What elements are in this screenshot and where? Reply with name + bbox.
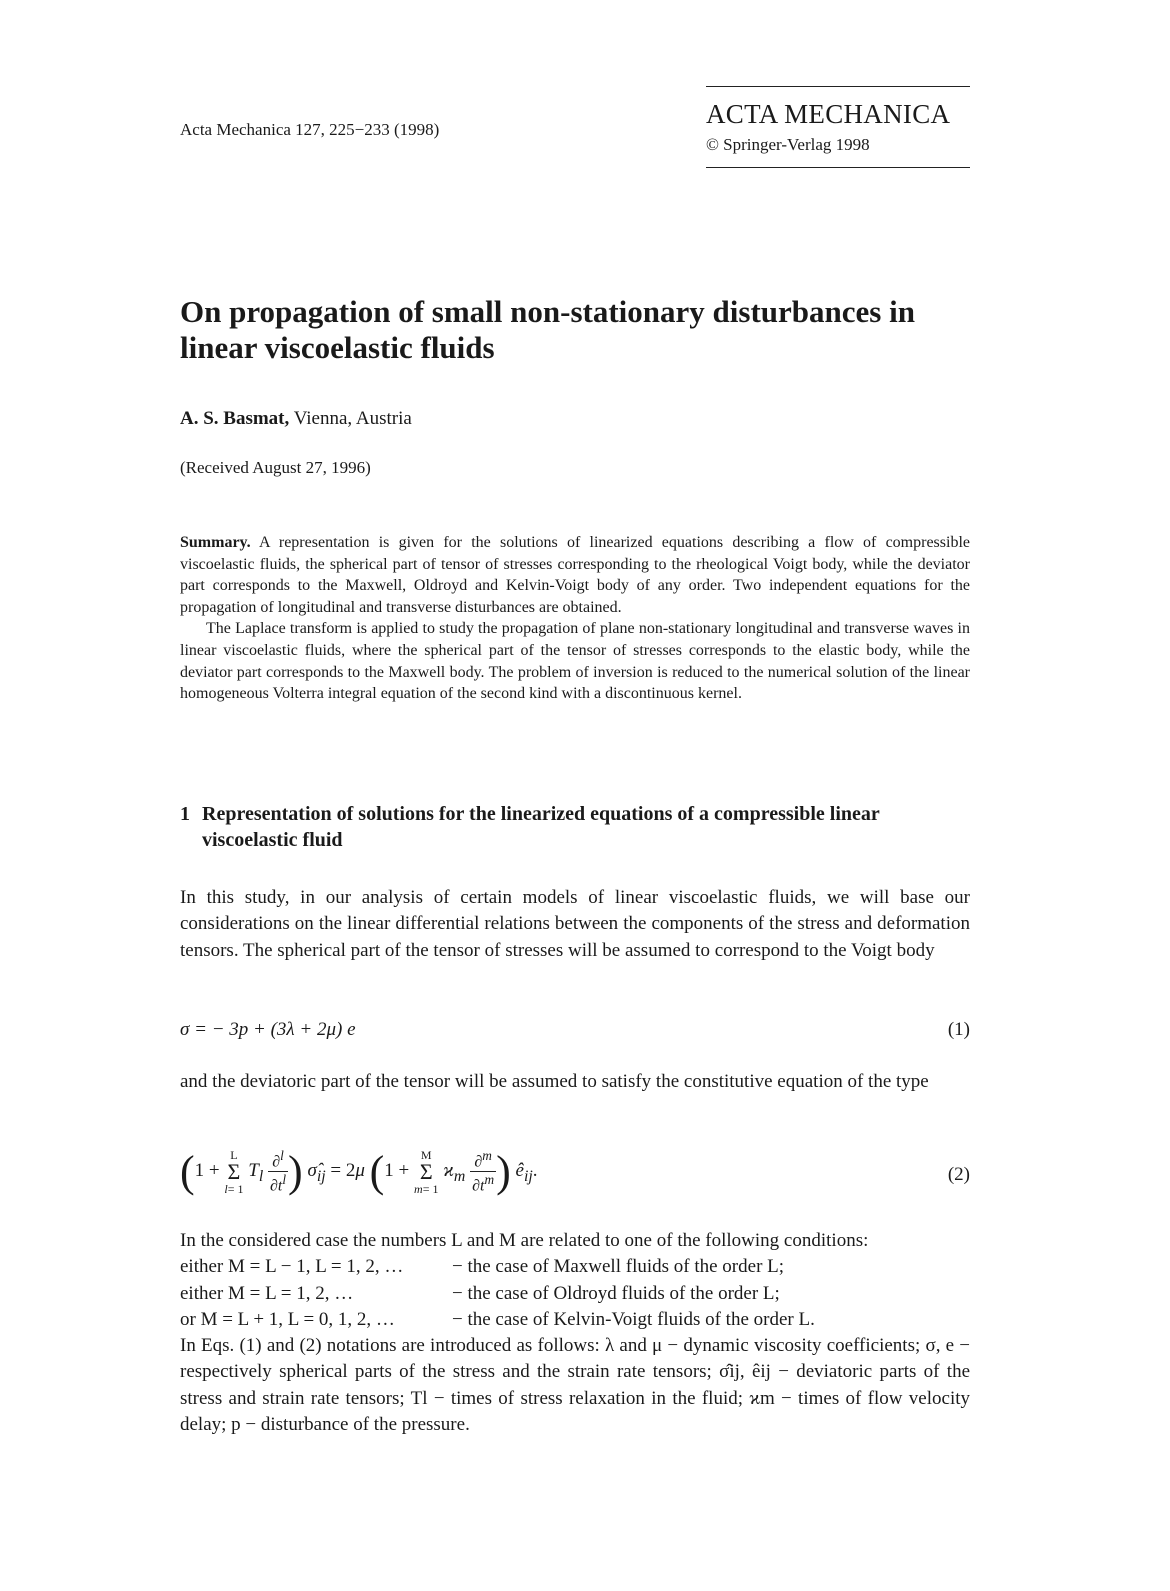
journal-citation: Acta Mechanica 127, 225−233 (1998) — [180, 120, 440, 139]
journal-name: ACTA MECHANICA — [706, 99, 951, 129]
condition-row — [180, 1254, 970, 1280]
author-name: A. S. Basmat, — [180, 408, 290, 429]
bottom-rule — [706, 167, 970, 168]
summary-label: Summary. — [180, 534, 251, 551]
section-title-line2: viscoelastic fluid — [202, 829, 343, 851]
condition-description: − the case of Oldroyd fluids of the order L; — [452, 1282, 780, 1304]
author-location: Vienna, Austria — [293, 408, 412, 429]
body-paragraph-3 — [180, 1228, 970, 1438]
section-heading — [180, 801, 970, 853]
journal-box — [706, 86, 970, 168]
condition-row — [180, 1281, 970, 1307]
paper-title: On propagation of small non-stationary disturbances in linear viscoelastic fluids — [180, 294, 915, 365]
condition-expression: or M = L + 1, L = 0, 1, 2, … — [180, 1308, 395, 1330]
condition-row — [180, 1307, 970, 1333]
notation-paragraph: In Eqs. (1) and (2) notations are introduced as follows: λ and μ − dynamic viscosity coefficients; σ, e − respectively spherical parts of the stress and the strain rate tensors; σ̂ij, êij − deviatoric parts of the stress and strain rate tensors; Tl − times of stress relaxation in the fluid; ϰm − times of flow velocity delay; p − disturbance of the pressure. — [180, 1335, 970, 1436]
summary — [180, 532, 970, 705]
summary-text-1: A representation is given for the solutions of linearized equations describing a flow of compressible viscoelastic fluids, the spherical part of tensor of stresses corresponding to the rheological Voigt body, while the deviator part corresponds to the Maxwell, Oldroyd and Kelvin-Voigt body of any order. Two independent equations for the propagation of longitudinal and transverse disturbances are obtained. — [180, 534, 970, 616]
equation-2-number: (2) — [947, 1164, 970, 1185]
summary-paragraph-2: The Laplace transform is applied to study the propagation of plane non-stationary longitudinal and transverse waves in linear viscoelastic fluids, where the spherical part of the tensor of stresses corresponds to the elastic body, while the deviator part corresponds to the Maxwell body. The problem of inversion is reduced to the numerical solution of the linear homogeneous Volterra integral equation of the second kind with a discontinuous kernel. — [180, 620, 970, 703]
condition-description: − the case of Kelvin-Voigt fluids of the order L. — [452, 1308, 815, 1330]
equation-1 — [180, 1019, 970, 1041]
summary-paragraph-1 — [180, 532, 970, 618]
received-date: (Received August 27, 1996) — [180, 458, 371, 477]
publisher-line: © Springer-Verlag 1998 — [706, 135, 870, 154]
section-title-line1: Representation of solutions for the linearized equations of a compressible linear — [202, 803, 880, 825]
equation-2-formula: (1 + L Σ l= 1 $T_l$ $\frac{\partial^l}{\partial t^l}$ ) $\sigmâ_{ij} = 2\mu$ (1 + M Σ m= 1 $ϰ_m$ $\frac{\partial^m}{\partial t^m}$ ) $ê_{ij}$. — [180, 1147, 538, 1196]
top-rule — [706, 86, 970, 87]
condition-description: − the case of Maxwell fluids of the order L; — [452, 1256, 785, 1278]
equation-1-text: σ = − 3p + (3λ + 2μ) e — [180, 1019, 356, 1040]
author-line — [180, 408, 412, 430]
conditions-intro: In the considered case the numbers L and M are related to one of the following conditions: — [180, 1230, 869, 1251]
body-paragraph-2: and the deviatoric part of the tensor will be assumed to satisfy the constitutive equation of the type — [180, 1071, 929, 1092]
section-number: 1 — [180, 803, 190, 825]
equation-2 — [180, 1146, 970, 1208]
equation-1-number: (1) — [947, 1019, 970, 1040]
condition-expression: either M = L − 1, L = 1, 2, … — [180, 1256, 404, 1278]
body-paragraph-1: In this study, in our analysis of certain models of linear viscoelastic fluids, we will base our considerations on the linear differential relations between the components of the stress and deformation tensors. The spherical part of the tensor of stresses will be assumed to correspond to the Voigt body — [180, 887, 970, 961]
condition-expression: either M = L = 1, 2, … — [180, 1282, 354, 1304]
